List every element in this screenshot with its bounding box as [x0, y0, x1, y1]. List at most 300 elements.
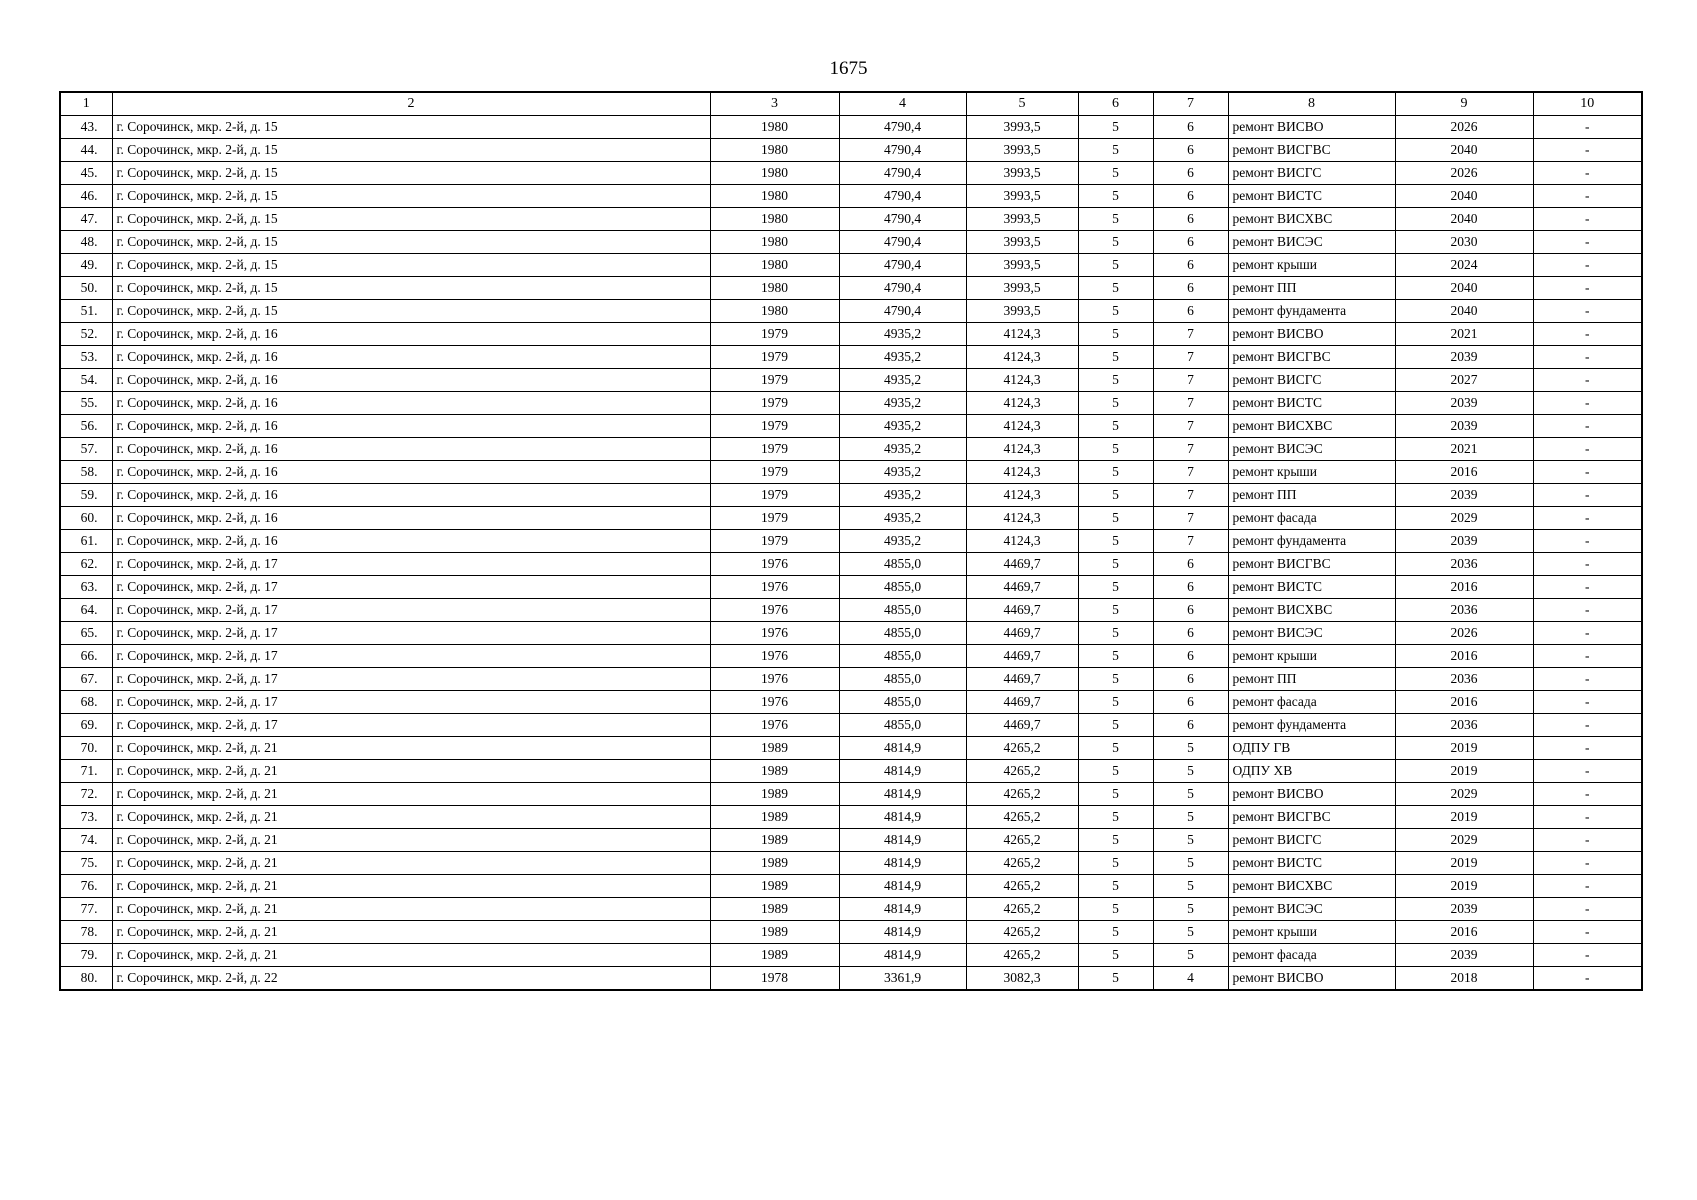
cell-planned-year: 2018 [1395, 967, 1533, 991]
cell-total-area: 4790,4 [839, 277, 966, 300]
cell-floors: 5 [1078, 921, 1153, 944]
cell-total-area: 4790,4 [839, 254, 966, 277]
cell-entrances: 6 [1153, 668, 1228, 691]
cell-entrances: 4 [1153, 967, 1228, 991]
cell-note: - [1533, 829, 1642, 852]
cell-row-number: 51. [60, 300, 112, 323]
cell-planned-year: 2019 [1395, 875, 1533, 898]
cell-total-area: 4935,2 [839, 392, 966, 415]
cell-note: - [1533, 806, 1642, 829]
table-row [60, 645, 1642, 668]
cell-note: - [1533, 208, 1642, 231]
table-row [60, 852, 1642, 875]
cell-address: г. Сорочинск, мкр. 2-й, д. 22 [112, 967, 710, 991]
table-row [60, 622, 1642, 645]
cell-floors: 5 [1078, 346, 1153, 369]
table-row [60, 346, 1642, 369]
cell-total-area: 4790,4 [839, 231, 966, 254]
cell-work-type: ремонт ВИСГВС [1228, 806, 1395, 829]
cell-planned-year: 2029 [1395, 829, 1533, 852]
cell-entrances: 6 [1153, 208, 1228, 231]
cell-total-area: 4814,9 [839, 806, 966, 829]
cell-note: - [1533, 507, 1642, 530]
cell-entrances: 6 [1153, 553, 1228, 576]
cell-floors: 5 [1078, 645, 1153, 668]
cell-entrances: 7 [1153, 438, 1228, 461]
cell-entrances: 6 [1153, 231, 1228, 254]
cell-total-area: 4935,2 [839, 530, 966, 553]
table-body [60, 116, 1642, 991]
cell-planned-year: 2019 [1395, 737, 1533, 760]
cell-work-type: ремонт ВИСГВС [1228, 346, 1395, 369]
cell-row-number: 78. [60, 921, 112, 944]
cell-entrances: 6 [1153, 300, 1228, 323]
cell-work-type: ремонт крыши [1228, 254, 1395, 277]
cell-work-type: ремонт ВИСВО [1228, 116, 1395, 139]
cell-entrances: 7 [1153, 461, 1228, 484]
cell-total-area: 4814,9 [839, 783, 966, 806]
cell-floors: 5 [1078, 875, 1153, 898]
cell-address: г. Сорочинск, мкр. 2-й, д. 16 [112, 438, 710, 461]
cell-address: г. Сорочинск, мкр. 2-й, д. 17 [112, 553, 710, 576]
cell-planned-year: 2040 [1395, 208, 1533, 231]
cell-entrances: 7 [1153, 507, 1228, 530]
cell-row-number: 55. [60, 392, 112, 415]
cell-planned-year: 2024 [1395, 254, 1533, 277]
table-row [60, 231, 1642, 254]
cell-floors: 5 [1078, 185, 1153, 208]
cell-entrances: 7 [1153, 484, 1228, 507]
table-row [60, 806, 1642, 829]
cell-living-area: 4265,2 [966, 875, 1078, 898]
cell-floors: 5 [1078, 691, 1153, 714]
table-row [60, 760, 1642, 783]
column-header-work-type: 8 [1228, 92, 1395, 116]
cell-row-number: 71. [60, 760, 112, 783]
cell-work-type: ремонт ВИСВО [1228, 783, 1395, 806]
cell-planned-year: 2016 [1395, 461, 1533, 484]
table-row [60, 530, 1642, 553]
cell-address: г. Сорочинск, мкр. 2-й, д. 21 [112, 783, 710, 806]
cell-entrances: 5 [1153, 829, 1228, 852]
cell-address: г. Сорочинск, мкр. 2-й, д. 15 [112, 116, 710, 139]
table-row [60, 415, 1642, 438]
cell-row-number: 62. [60, 553, 112, 576]
cell-note: - [1533, 254, 1642, 277]
cell-address: г. Сорочинск, мкр. 2-й, д. 16 [112, 484, 710, 507]
table-row [60, 576, 1642, 599]
table-row [60, 116, 1642, 139]
cell-note: - [1533, 921, 1642, 944]
cell-total-area: 4814,9 [839, 737, 966, 760]
cell-floors: 5 [1078, 898, 1153, 921]
cell-entrances: 6 [1153, 139, 1228, 162]
cell-row-number: 79. [60, 944, 112, 967]
cell-note: - [1533, 415, 1642, 438]
cell-row-number: 46. [60, 185, 112, 208]
cell-note: - [1533, 300, 1642, 323]
cell-planned-year: 2039 [1395, 415, 1533, 438]
cell-row-number: 80. [60, 967, 112, 991]
cell-floors: 5 [1078, 231, 1153, 254]
page-number: 1675 [829, 58, 868, 79]
cell-row-number: 45. [60, 162, 112, 185]
cell-work-type: ремонт крыши [1228, 921, 1395, 944]
column-header-floors: 6 [1078, 92, 1153, 116]
cell-year: 1979 [710, 484, 839, 507]
cell-note: - [1533, 898, 1642, 921]
cell-total-area: 4814,9 [839, 944, 966, 967]
cell-work-type: ремонт фундамента [1228, 530, 1395, 553]
cell-floors: 5 [1078, 438, 1153, 461]
cell-address: г. Сорочинск, мкр. 2-й, д. 16 [112, 415, 710, 438]
cell-living-area: 4265,2 [966, 783, 1078, 806]
table-row [60, 369, 1642, 392]
cell-planned-year: 2040 [1395, 185, 1533, 208]
cell-work-type: ремонт ВИСТС [1228, 392, 1395, 415]
cell-note: - [1533, 645, 1642, 668]
cell-floors: 5 [1078, 760, 1153, 783]
cell-address: г. Сорочинск, мкр. 2-й, д. 17 [112, 622, 710, 645]
cell-floors: 5 [1078, 576, 1153, 599]
cell-floors: 5 [1078, 783, 1153, 806]
cell-row-number: 75. [60, 852, 112, 875]
cell-entrances: 5 [1153, 944, 1228, 967]
cell-total-area: 4855,0 [839, 553, 966, 576]
cell-address: г. Сорочинск, мкр. 2-й, д. 15 [112, 208, 710, 231]
cell-entrances: 6 [1153, 645, 1228, 668]
cell-work-type: ОДПУ ХВ [1228, 760, 1395, 783]
cell-entrances: 7 [1153, 392, 1228, 415]
cell-living-area: 4469,7 [966, 645, 1078, 668]
cell-row-number: 48. [60, 231, 112, 254]
column-header-living-area: 5 [966, 92, 1078, 116]
cell-address: г. Сорочинск, мкр. 2-й, д. 15 [112, 185, 710, 208]
cell-row-number: 69. [60, 714, 112, 737]
cell-living-area: 4469,7 [966, 714, 1078, 737]
cell-address: г. Сорочинск, мкр. 2-й, д. 17 [112, 576, 710, 599]
cell-work-type: ремонт ВИСГВС [1228, 553, 1395, 576]
cell-year: 1989 [710, 783, 839, 806]
cell-living-area: 3993,5 [966, 208, 1078, 231]
cell-note: - [1533, 231, 1642, 254]
cell-year: 1980 [710, 162, 839, 185]
cell-planned-year: 2026 [1395, 162, 1533, 185]
cell-note: - [1533, 484, 1642, 507]
cell-work-type: ремонт ВИСЭС [1228, 231, 1395, 254]
cell-address: г. Сорочинск, мкр. 2-й, д. 21 [112, 898, 710, 921]
cell-note: - [1533, 392, 1642, 415]
cell-year: 1976 [710, 668, 839, 691]
cell-address: г. Сорочинск, мкр. 2-й, д. 21 [112, 829, 710, 852]
cell-note: - [1533, 783, 1642, 806]
cell-living-area: 4265,2 [966, 806, 1078, 829]
cell-floors: 5 [1078, 162, 1153, 185]
cell-entrances: 7 [1153, 323, 1228, 346]
cell-note: - [1533, 185, 1642, 208]
cell-planned-year: 2016 [1395, 645, 1533, 668]
cell-total-area: 4814,9 [839, 875, 966, 898]
cell-living-area: 3082,3 [966, 967, 1078, 991]
cell-planned-year: 2036 [1395, 553, 1533, 576]
cell-living-area: 4265,2 [966, 852, 1078, 875]
cell-note: - [1533, 875, 1642, 898]
cell-floors: 5 [1078, 415, 1153, 438]
cell-living-area: 4265,2 [966, 898, 1078, 921]
cell-floors: 5 [1078, 967, 1153, 991]
cell-address: г. Сорочинск, мкр. 2-й, д. 15 [112, 231, 710, 254]
cell-entrances: 5 [1153, 875, 1228, 898]
cell-living-area: 4124,3 [966, 507, 1078, 530]
table-row [60, 737, 1642, 760]
cell-note: - [1533, 116, 1642, 139]
table-row [60, 392, 1642, 415]
cell-note: - [1533, 323, 1642, 346]
cell-total-area: 4935,2 [839, 369, 966, 392]
cell-living-area: 4469,7 [966, 668, 1078, 691]
cell-year: 1989 [710, 944, 839, 967]
cell-total-area: 4814,9 [839, 829, 966, 852]
table-row [60, 921, 1642, 944]
cell-row-number: 74. [60, 829, 112, 852]
cell-address: г. Сорочинск, мкр. 2-й, д. 21 [112, 760, 710, 783]
cell-year: 1979 [710, 438, 839, 461]
cell-row-number: 56. [60, 415, 112, 438]
cell-total-area: 4855,0 [839, 622, 966, 645]
cell-work-type: ремонт ВИСВО [1228, 323, 1395, 346]
cell-living-area: 3993,5 [966, 254, 1078, 277]
cell-year: 1989 [710, 875, 839, 898]
column-header-address: 2 [112, 92, 710, 116]
cell-living-area: 3993,5 [966, 162, 1078, 185]
cell-row-number: 63. [60, 576, 112, 599]
cell-row-number: 64. [60, 599, 112, 622]
cell-living-area: 4124,3 [966, 484, 1078, 507]
cell-planned-year: 2029 [1395, 783, 1533, 806]
cell-row-number: 44. [60, 139, 112, 162]
cell-address: г. Сорочинск, мкр. 2-й, д. 15 [112, 139, 710, 162]
cell-work-type: ремонт ПП [1228, 668, 1395, 691]
cell-planned-year: 2039 [1395, 484, 1533, 507]
cell-year: 1976 [710, 599, 839, 622]
data-table [59, 91, 1643, 991]
cell-work-type: ремонт ВИСТС [1228, 185, 1395, 208]
cell-total-area: 4935,2 [839, 415, 966, 438]
cell-entrances: 7 [1153, 415, 1228, 438]
column-header-planned-year: 9 [1395, 92, 1533, 116]
cell-living-area: 4265,2 [966, 921, 1078, 944]
cell-planned-year: 2016 [1395, 576, 1533, 599]
cell-living-area: 4469,7 [966, 622, 1078, 645]
cell-year: 1980 [710, 254, 839, 277]
cell-planned-year: 2026 [1395, 622, 1533, 645]
cell-note: - [1533, 668, 1642, 691]
cell-living-area: 4124,3 [966, 530, 1078, 553]
cell-total-area: 3361,9 [839, 967, 966, 991]
cell-note: - [1533, 461, 1642, 484]
cell-planned-year: 2021 [1395, 438, 1533, 461]
cell-living-area: 3993,5 [966, 116, 1078, 139]
cell-total-area: 4935,2 [839, 323, 966, 346]
cell-work-type: ремонт фасада [1228, 691, 1395, 714]
cell-row-number: 68. [60, 691, 112, 714]
cell-note: - [1533, 852, 1642, 875]
cell-year: 1989 [710, 852, 839, 875]
cell-total-area: 4790,4 [839, 162, 966, 185]
cell-entrances: 5 [1153, 760, 1228, 783]
cell-total-area: 4790,4 [839, 185, 966, 208]
cell-row-number: 57. [60, 438, 112, 461]
cell-living-area: 4265,2 [966, 737, 1078, 760]
cell-entrances: 7 [1153, 530, 1228, 553]
table-row [60, 898, 1642, 921]
cell-address: г. Сорочинск, мкр. 2-й, д. 15 [112, 300, 710, 323]
cell-work-type: ремонт ВИСЭС [1228, 438, 1395, 461]
cell-entrances: 6 [1153, 116, 1228, 139]
cell-total-area: 4935,2 [839, 484, 966, 507]
cell-work-type: ремонт ВИСВО [1228, 967, 1395, 991]
cell-planned-year: 2039 [1395, 530, 1533, 553]
cell-living-area: 3993,5 [966, 231, 1078, 254]
table-row [60, 438, 1642, 461]
cell-work-type: ремонт ВИСГС [1228, 162, 1395, 185]
cell-total-area: 4855,0 [839, 691, 966, 714]
cell-year: 1976 [710, 714, 839, 737]
cell-address: г. Сорочинск, мкр. 2-й, д. 16 [112, 392, 710, 415]
column-header-entrances: 7 [1153, 92, 1228, 116]
cell-entrances: 5 [1153, 806, 1228, 829]
cell-work-type: ремонт ВИСТС [1228, 852, 1395, 875]
cell-living-area: 4265,2 [966, 829, 1078, 852]
cell-total-area: 4935,2 [839, 461, 966, 484]
cell-entrances: 6 [1153, 277, 1228, 300]
cell-floors: 5 [1078, 254, 1153, 277]
cell-year: 1989 [710, 921, 839, 944]
cell-year: 1980 [710, 208, 839, 231]
table-row [60, 944, 1642, 967]
cell-year: 1979 [710, 392, 839, 415]
cell-floors: 5 [1078, 622, 1153, 645]
cell-row-number: 43. [60, 116, 112, 139]
table-row [60, 484, 1642, 507]
cell-address: г. Сорочинск, мкр. 2-й, д. 16 [112, 369, 710, 392]
cell-total-area: 4790,4 [839, 139, 966, 162]
cell-note: - [1533, 139, 1642, 162]
cell-address: г. Сорочинск, мкр. 2-й, д. 17 [112, 668, 710, 691]
cell-living-area: 4265,2 [966, 760, 1078, 783]
cell-floors: 5 [1078, 530, 1153, 553]
cell-row-number: 65. [60, 622, 112, 645]
cell-row-number: 60. [60, 507, 112, 530]
cell-entrances: 6 [1153, 576, 1228, 599]
cell-entrances: 5 [1153, 852, 1228, 875]
cell-year: 1976 [710, 576, 839, 599]
cell-floors: 5 [1078, 737, 1153, 760]
cell-row-number: 67. [60, 668, 112, 691]
cell-year: 1978 [710, 967, 839, 991]
cell-planned-year: 2039 [1395, 898, 1533, 921]
cell-row-number: 47. [60, 208, 112, 231]
cell-floors: 5 [1078, 806, 1153, 829]
column-header-row-number: 1 [60, 92, 112, 116]
cell-address: г. Сорочинск, мкр. 2-й, д. 17 [112, 599, 710, 622]
cell-work-type: ремонт ВИСХВС [1228, 599, 1395, 622]
cell-row-number: 70. [60, 737, 112, 760]
cell-floors: 5 [1078, 944, 1153, 967]
cell-floors: 5 [1078, 277, 1153, 300]
cell-address: г. Сорочинск, мкр. 2-й, д. 17 [112, 714, 710, 737]
cell-note: - [1533, 599, 1642, 622]
cell-living-area: 4124,3 [966, 415, 1078, 438]
cell-row-number: 50. [60, 277, 112, 300]
table-row [60, 277, 1642, 300]
cell-work-type: ремонт фундамента [1228, 714, 1395, 737]
cell-living-area: 4469,7 [966, 553, 1078, 576]
cell-row-number: 66. [60, 645, 112, 668]
cell-year: 1976 [710, 622, 839, 645]
cell-entrances: 7 [1153, 369, 1228, 392]
cell-address: г. Сорочинск, мкр. 2-й, д. 21 [112, 875, 710, 898]
cell-planned-year: 2039 [1395, 944, 1533, 967]
cell-living-area: 4469,7 [966, 691, 1078, 714]
column-header-total-area: 4 [839, 92, 966, 116]
cell-work-type: ремонт ВИСХВС [1228, 875, 1395, 898]
cell-entrances: 5 [1153, 898, 1228, 921]
cell-year: 1979 [710, 415, 839, 438]
cell-work-type: ремонт ВИСГВС [1228, 139, 1395, 162]
table-row [60, 967, 1642, 991]
table-row [60, 668, 1642, 691]
cell-floors: 5 [1078, 553, 1153, 576]
cell-planned-year: 2040 [1395, 300, 1533, 323]
cell-work-type: ремонт фундамента [1228, 300, 1395, 323]
cell-note: - [1533, 576, 1642, 599]
cell-floors: 5 [1078, 507, 1153, 530]
cell-planned-year: 2016 [1395, 921, 1533, 944]
cell-year: 1980 [710, 139, 839, 162]
cell-note: - [1533, 162, 1642, 185]
table-header-row [60, 92, 1642, 116]
cell-entrances: 6 [1153, 622, 1228, 645]
column-header-year: 3 [710, 92, 839, 116]
cell-floors: 5 [1078, 369, 1153, 392]
cell-year: 1979 [710, 461, 839, 484]
table-row [60, 829, 1642, 852]
cell-total-area: 4855,0 [839, 576, 966, 599]
cell-entrances: 6 [1153, 162, 1228, 185]
cell-row-number: 58. [60, 461, 112, 484]
cell-address: г. Сорочинск, мкр. 2-й, д. 21 [112, 921, 710, 944]
cell-entrances: 7 [1153, 346, 1228, 369]
cell-work-type: ремонт крыши [1228, 645, 1395, 668]
table-row [60, 254, 1642, 277]
cell-year: 1980 [710, 185, 839, 208]
cell-note: - [1533, 760, 1642, 783]
cell-note: - [1533, 553, 1642, 576]
cell-row-number: 73. [60, 806, 112, 829]
cell-total-area: 4855,0 [839, 714, 966, 737]
cell-entrances: 5 [1153, 921, 1228, 944]
cell-living-area: 4124,3 [966, 461, 1078, 484]
cell-floors: 5 [1078, 116, 1153, 139]
cell-row-number: 52. [60, 323, 112, 346]
cell-row-number: 77. [60, 898, 112, 921]
cell-floors: 5 [1078, 392, 1153, 415]
cell-note: - [1533, 346, 1642, 369]
cell-row-number: 76. [60, 875, 112, 898]
cell-note: - [1533, 530, 1642, 553]
cell-floors: 5 [1078, 300, 1153, 323]
